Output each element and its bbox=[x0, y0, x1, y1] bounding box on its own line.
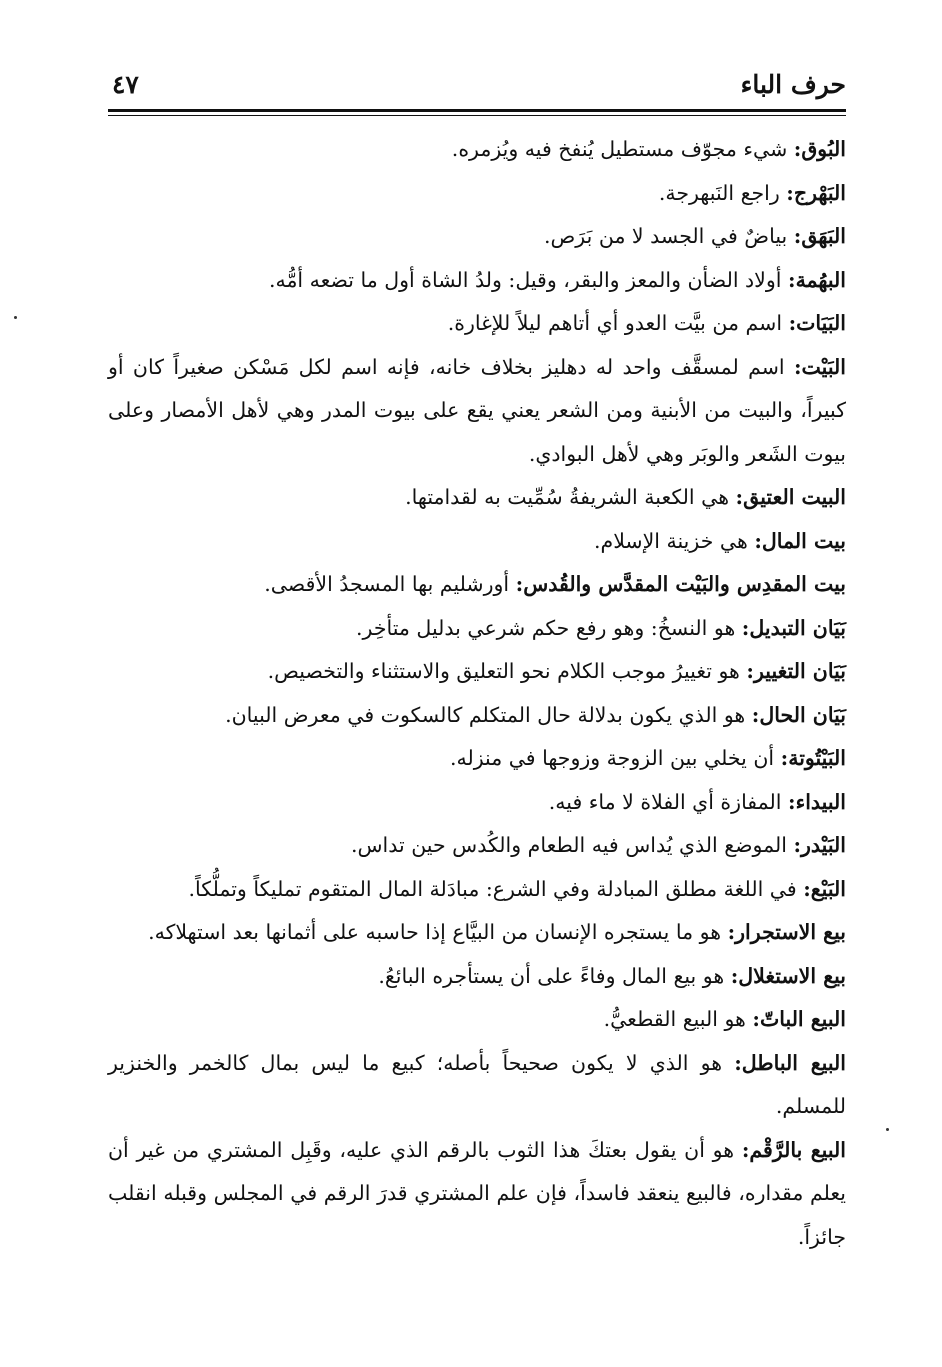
entry-bayda bbox=[108, 781, 846, 825]
page-header bbox=[108, 70, 846, 106]
entry-definition: اسم من بيَّت العدو أي أتاهم ليلاً للإغارة. bbox=[447, 311, 783, 335]
entry-term: البيع بالرَّقْم: bbox=[741, 1137, 846, 1162]
entry-definition: هو النسخُ: وهو رفع حكم شرعي بدليل متأخِر. bbox=[356, 615, 736, 640]
entry-term: بيع الاستغلال: bbox=[730, 963, 846, 988]
entry-bay-istighlal bbox=[108, 955, 846, 999]
entry-term: البَيْت: bbox=[793, 354, 846, 379]
scan-speck bbox=[14, 316, 17, 319]
entry-definition: هي الكعبة الشريفةُ سُمِّيت به لقدامتها. bbox=[405, 485, 730, 509]
entry-term: البهُمة: bbox=[788, 267, 846, 292]
entry-term: بَيَان التبديل: bbox=[741, 615, 846, 640]
entry-term: بيع الاستجرار: bbox=[727, 920, 846, 944]
entry-definition: راجع النَبهرجة. bbox=[658, 180, 780, 205]
entry-definition: هي خزينة الإسلام. bbox=[593, 528, 748, 553]
entry-term: بَيَان الحال: bbox=[751, 702, 846, 727]
entry-bayt-maqdis bbox=[108, 563, 846, 607]
entry-term: البيداء: bbox=[788, 789, 846, 814]
entry-term: البَيْتُوتة: bbox=[780, 746, 846, 770]
entry-definition: المفازة أي الفلاة لا ماء فيه. bbox=[548, 789, 782, 814]
scan-speck bbox=[886, 1128, 889, 1131]
entry-bayan-taghyir bbox=[108, 650, 846, 694]
entry-term: البيع الباطل: bbox=[734, 1050, 846, 1075]
entry-term: البُوق: bbox=[793, 137, 846, 161]
entry-bay-batil bbox=[108, 1042, 846, 1129]
entry-definition: اسم لمسقَّف واحد له دهليز بخلاف خانه، فإنه اسم لكل مَسْكن صغيراً كان أو كبيراً، والبيت من الأبنية ومن الشعر يعني يقع على بيوت المدر وهي لأهل الأمصار وعلى بيوت الشَعر والوبَر وهي لأهل البوادي. bbox=[108, 354, 846, 466]
entry-definition: في اللغة مطلق المبادلة وفي الشرع: مبادَلة المال المتقوم تمليكاً وتملُّكاً. bbox=[188, 876, 797, 901]
entry-definition: أولاد الضأن والمعز والبقر، وقيل: ولدُ الشاة أول ما تضعه أمُّه. bbox=[268, 267, 782, 292]
entry-term: البَيْدر: bbox=[793, 833, 846, 857]
entry-definition: هو أن يقول بعتكَ هذا الثوب بالرقم الذي عليه، وقَبِل المشتري من غير أن يعلم مقداره، فالبيع ينعقد فاسداً، فإن علم المشتري قدرَ الرقم في المجلس وقبله انقلب جائزاً. bbox=[108, 1137, 846, 1249]
entry-term: البيت العتيق: bbox=[735, 485, 846, 509]
entry-term: البَيْع: bbox=[803, 876, 846, 901]
entry-bayt-mal bbox=[108, 520, 846, 564]
page-number: ٤٧ bbox=[112, 70, 139, 99]
dictionary-entries bbox=[108, 128, 846, 1259]
chapter-title: حرف الباء bbox=[740, 70, 846, 99]
header-rule-thin bbox=[108, 115, 846, 116]
entry-definition: أن يخلي بين الزوجة وزوجها في منزله. bbox=[449, 746, 775, 770]
entry-term: البَهَق: bbox=[793, 224, 846, 248]
entry-definition: هو ما يستجره الإنسان من البيَّاع إذا حاسبه على أثمانها بعد استهلاكه. bbox=[148, 920, 722, 944]
entry-bay-istijrar bbox=[108, 911, 846, 955]
entry-definition: هو الذي يكون بدلالة حال المتكلم كالسكوت في معرض البيان. bbox=[225, 702, 746, 727]
entry-term: بيت المال: bbox=[754, 528, 846, 553]
header-rule-thick bbox=[108, 109, 846, 112]
entry-bahaq bbox=[108, 215, 846, 259]
entry-definition: أورشليم بها المسجدُ الأقصى. bbox=[264, 572, 510, 596]
entry-bayan-hal bbox=[108, 694, 846, 738]
entry-definition: الموضع الذي يُداس فيه الطعام والكُدس حين تداس. bbox=[350, 833, 787, 857]
entry-bay-batt bbox=[108, 998, 846, 1042]
entry-term: البَيَات: bbox=[788, 311, 846, 335]
entry-bahraj bbox=[108, 172, 846, 216]
entry-term: بيت المقدِس والبَيْت المقدَّس والقُدس: bbox=[515, 572, 846, 596]
entry-definition: هو الذي لا يكون صحيحاً بأصله؛ كبيع ما ليس بمال كالخمر والخنزير للمسلم. bbox=[108, 1050, 846, 1118]
entry-bayat bbox=[108, 302, 846, 346]
entry-definition: هو بيع المال وفاءً على أن يستأجره البائعُ. bbox=[378, 963, 725, 988]
entry-definition: بياضٌ في الجسد لا من بَرَص. bbox=[544, 224, 788, 248]
entry-definition: هو البيع القطعيُّ. bbox=[603, 1007, 746, 1031]
entry-bayt bbox=[108, 346, 846, 477]
entry-bayt-atiq bbox=[108, 476, 846, 520]
entry-term: البيع الباتّ: bbox=[752, 1007, 846, 1031]
entry-bayan-tabdil bbox=[108, 607, 846, 651]
entry-term: بَيَان التغيير: bbox=[746, 659, 846, 683]
entry-bay bbox=[108, 868, 846, 912]
entry-definition: شيء مجوّف مستطيل يُنفخ فيه ويُزمره. bbox=[451, 137, 788, 161]
entry-baydar bbox=[108, 824, 846, 868]
entry-buq bbox=[108, 128, 846, 172]
entry-definition: هو تغييرُ موجب الكلام نحو التعليق والاستثناء والتخصيص. bbox=[267, 659, 740, 683]
entry-baytuta bbox=[108, 737, 846, 781]
entry-bay-raqm bbox=[108, 1129, 846, 1260]
entry-buhma bbox=[108, 259, 846, 303]
entry-term: البَهْرج: bbox=[786, 180, 846, 205]
